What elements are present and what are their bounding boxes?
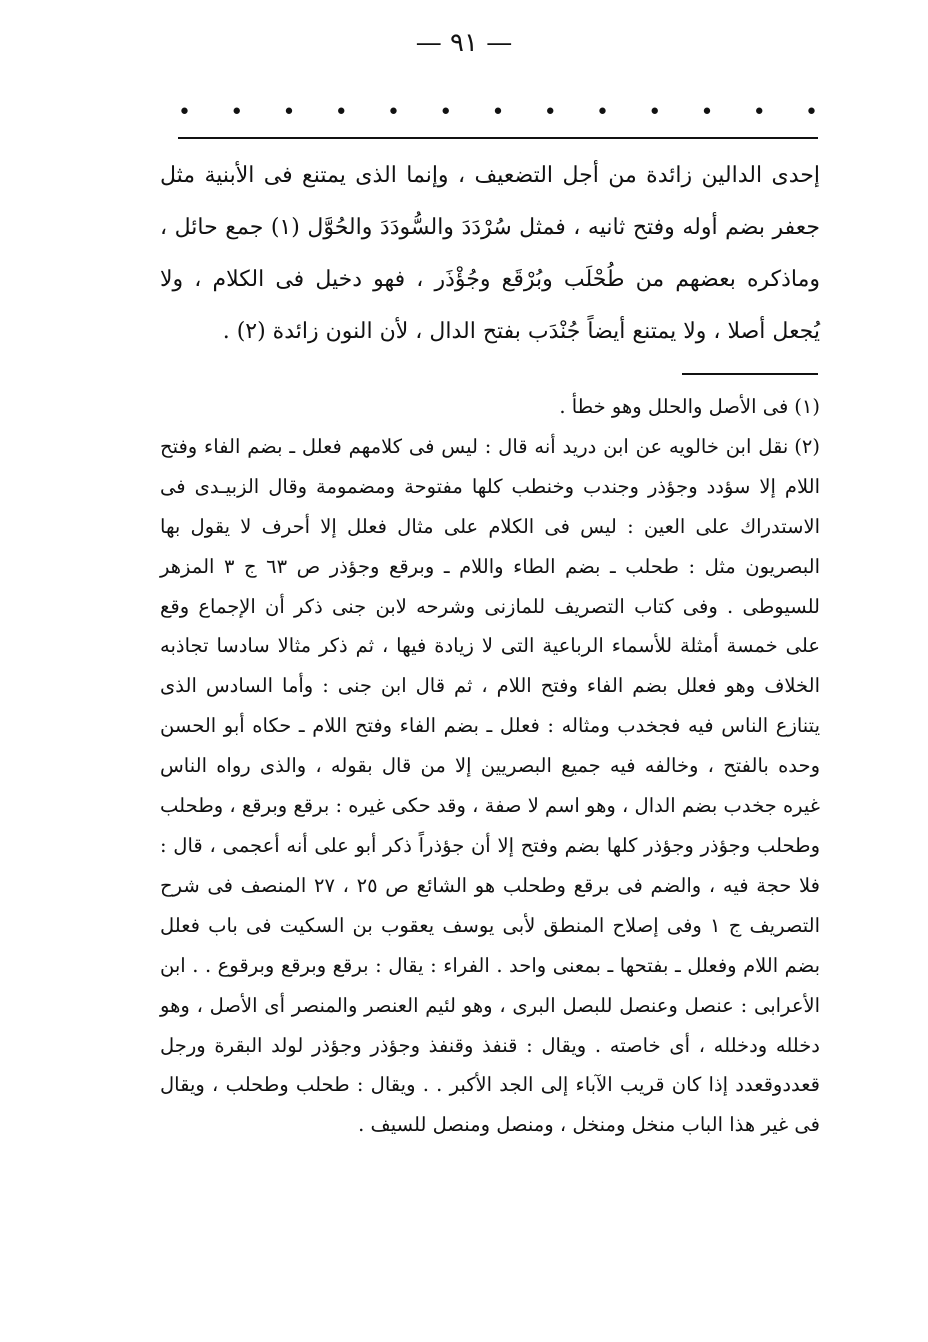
footnote-divider (682, 373, 818, 375)
footnote-text: فى الأصل والحلل وهو خطأ . (559, 395, 789, 418)
dot: • (387, 100, 400, 125)
body-paragraph: إحدى الدالين زائدة من أجل التضعيف ، وإنما الذى يمتنع فى الأبنية مثل جعفر بضم أوله وفتح ثانيه ، فمثل سُرْدَدَ والسُّودَدَ والحُوَّل (١) جمع حائل ، وماذكره بعضهم من طُحْلَب وبُرْقَع وجُؤْذَر ، فهو دخيل فى الكلام ، ولا يُجعل أصلا ، ولا يمتنع أيضاً جُنْدَب بفتح الدال ، لأن النون زائدة (٢) . (160, 163, 820, 344)
footnote-1 (160, 387, 820, 427)
footnotes (160, 387, 820, 1145)
dot: • (805, 100, 818, 125)
dot: • (491, 100, 505, 125)
header-divider (178, 137, 818, 139)
page-number: — ٩١ — (415, 28, 513, 58)
dot: • (648, 100, 662, 125)
dot: • (334, 100, 348, 125)
dot: • (700, 100, 714, 125)
decorative-dot-row (178, 102, 818, 124)
dot: • (178, 100, 191, 125)
footnote-text: نقل ابن خالويه عن ابن دريد أنه قال : ليس فى كلامهم فعلل ـ بضم الفاء وفتح اللام إلا سؤدد وجؤذر وجندب وخنطب كلها مفتوحة ومضمومة وقال الزبيـدى فى الاستدراك على العين : ليس فى الكلام على مثال فعلل إلا أحرف لا يقول بها البصريون مثل : طحلب ـ بضم الطاء واللام ـ وبرقع وجؤذر ص ٦٣ ج ٣ المزهر للسيوطى . وفى كتاب التصريف للمازنى وشرحه لابن جنى ذكر أن الإجماع وقع على خمسة أمثلة للأسماء الرباعية التى لا زيادة فيها ، ثم ذكر مثالا سادسا تجاذبه الخلاف وهو فعلل بضم الفاء وفتح اللام ، ثم قال ابن جنى : وأما السادس الذى يتنازع الناس فيه فجخدب ومثاله : فعلل ـ بضم الفاء وفتح اللام ـ حكاه أبو الحسن وحده بالفتح ، وخالفه فيه جميع البصريين إلا من قال بقوله ، والذى رواه الناس غيره جخدب بضم الدال ، وهو اسم لا صفة ، وقد حكى غيره : برقع وبرقع ، وطحلب وطحلب وجؤذر وجؤذر كلها بضم وفتح إلا أن جؤذراً ذكر أبو على أنه أعجمى ، قال : فلا حجة فيه ، والضم فى برقع وطحلب هو الشائع ص ٢٥ ، ٢٧ المنصف فى شرح التصريف ج ١ وفى إصلاح المنطق لأبى يوسف يعقوب بن السكيت فى باب فعلل بضم اللام وفعلل ـ بفتحها ـ بمعنى واحد . الفراء : يقال : برقع وبرقع وبرقوع . . ابن الأعرابى : عنصل وعنصل للبصل البرى ، وهو لئيم العنصر والمنصر أى الأصل ، وهو دخلله ودخلله ، أى خاصته . ويقال : قنفذ وقنفذ وجؤذر وجؤذر لولد البقرة ورجل قعددوقعدد إذا كان قريب الآباء إلى الجد الأكبر . . ويقال : طحلب وطحلب ، ويقال فى غير هذا الباب منخل ومنخل ، ومنصل ومنصل للسيف . (160, 434, 820, 1137)
footnote-number: (٢) (794, 434, 820, 458)
dot: • (596, 100, 609, 125)
dot: • (439, 100, 453, 125)
dot: • (230, 100, 244, 125)
dot: • (282, 100, 296, 125)
footnote-2 (160, 427, 820, 1145)
dot: • (543, 100, 557, 125)
dot: • (752, 100, 766, 125)
footnote-number: (١) (794, 395, 820, 418)
